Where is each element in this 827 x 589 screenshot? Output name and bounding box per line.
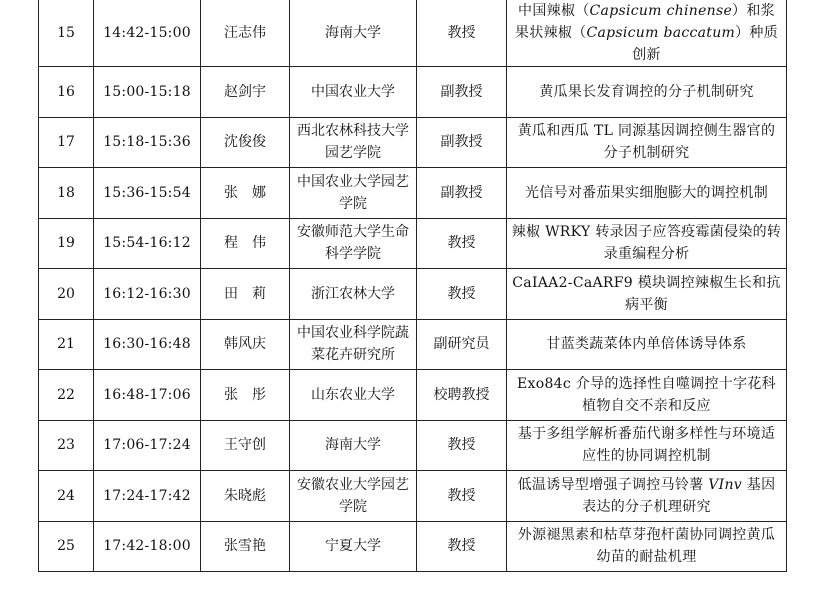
academic-title: 教授 [417, 269, 507, 320]
speaker-name: 张 娜 [201, 168, 290, 219]
speaker-name: 汪志伟 [201, 0, 290, 67]
affiliation: 安徽农业大学园艺学院 [290, 471, 417, 522]
time-slot: 17:06-17:24 [94, 420, 201, 471]
table-row [39, 420, 787, 471]
speaker-name: 张 彤 [201, 370, 290, 421]
academic-title: 副研究员 [417, 319, 507, 370]
italic-term: VInv [708, 476, 743, 493]
time-slot: 17:24-17:42 [94, 471, 201, 522]
speaker-name: 朱晓彪 [201, 471, 290, 522]
talk-topic: 辣椒 WRKY 转录因子应答疫霉菌侵染的转录重编程分析 [507, 218, 787, 269]
table-row [39, 0, 787, 67]
talk-topic: 黄瓜和西瓜 TL 同源基因调控侧生器官的分子机制研究 [507, 117, 787, 168]
time-slot: 16:30-16:48 [94, 319, 201, 370]
talk-topic: 中国辣椒（Capsicum chinense）和浆果状辣椒（Capsicum baccatum）种质创新 [507, 0, 787, 67]
time-slot: 15:18-15:36 [94, 117, 201, 168]
row-number: 22 [39, 370, 94, 421]
row-number: 23 [39, 420, 94, 471]
speaker-name: 韩风庆 [201, 319, 290, 370]
speaker-name: 赵剑宇 [201, 67, 290, 118]
talk-topic: Exo84c 介导的选择性自噬调控十字花科植物自交不亲和反应 [507, 370, 787, 421]
affiliation: 浙江农林大学 [290, 269, 417, 320]
table-row [39, 67, 787, 118]
row-number: 21 [39, 319, 94, 370]
time-slot: 15:54-16:12 [94, 218, 201, 269]
row-number: 19 [39, 218, 94, 269]
speaker-name: 王守创 [201, 420, 290, 471]
academic-title: 教授 [417, 420, 507, 471]
schedule-body [39, 0, 787, 572]
affiliation: 山东农业大学 [290, 370, 417, 421]
table-row [39, 269, 787, 320]
speaker-name: 张雪艳 [201, 521, 290, 572]
talk-topic: 甘蓝类蔬菜体内单倍体诱导体系 [507, 319, 787, 370]
academic-title: 副教授 [417, 117, 507, 168]
academic-title: 教授 [417, 471, 507, 522]
table-row [39, 218, 787, 269]
affiliation: 中国农业大学 [290, 67, 417, 118]
talk-topic: 黄瓜果长发育调控的分子机制研究 [507, 67, 787, 118]
table-row [39, 117, 787, 168]
talk-topic: CaIAA2-CaARF9 模块调控辣椒生长和抗病平衡 [507, 269, 787, 320]
row-number: 24 [39, 471, 94, 522]
time-slot: 17:42-18:00 [94, 521, 201, 572]
row-number: 15 [39, 0, 94, 67]
time-slot: 16:12-16:30 [94, 269, 201, 320]
table-row [39, 471, 787, 522]
affiliation: 海南大学 [290, 0, 417, 67]
affiliation: 中国农业大学园艺学院 [290, 168, 417, 219]
talk-topic: 基于多组学解析番茄代谢多样性与环境适应性的协同调控机制 [507, 420, 787, 471]
table-row [39, 319, 787, 370]
table-row [39, 168, 787, 219]
academic-title: 副教授 [417, 168, 507, 219]
affiliation: 宁夏大学 [290, 521, 417, 572]
academic-title: 副教授 [417, 67, 507, 118]
row-number: 25 [39, 521, 94, 572]
talk-topic: 外源褪黑素和枯草芽孢杆菌协同调控黄瓜幼苗的耐盐机理 [507, 521, 787, 572]
table-row [39, 521, 787, 572]
time-slot: 16:48-17:06 [94, 370, 201, 421]
row-number: 18 [39, 168, 94, 219]
time-slot: 15:36-15:54 [94, 168, 201, 219]
time-slot: 15:00-15:18 [94, 67, 201, 118]
italic-term: Capsicum chinense [589, 3, 733, 19]
academic-title: 教授 [417, 0, 507, 67]
speaker-name: 程 伟 [201, 218, 290, 269]
talk-topic: 低温诱导型增强子调控马铃薯 VInv 基因表达的分子机理研究 [507, 471, 787, 522]
affiliation: 西北农林科技大学园艺学院 [290, 117, 417, 168]
affiliation: 海南大学 [290, 420, 417, 471]
affiliation: 中国农业科学院蔬菜花卉研究所 [290, 319, 417, 370]
affiliation: 安徽师范大学生命科学学院 [290, 218, 417, 269]
speaker-name: 沈俊俊 [201, 117, 290, 168]
italic-term: Capsicum baccatum [586, 25, 736, 41]
time-slot: 14:42-15:00 [94, 0, 201, 67]
talk-topic: 光信号对番茄果实细胞膨大的调控机制 [507, 168, 787, 219]
table-row [39, 370, 787, 421]
schedule-table [38, 0, 787, 572]
academic-title: 教授 [417, 521, 507, 572]
academic-title: 校聘教授 [417, 370, 507, 421]
row-number: 17 [39, 117, 94, 168]
row-number: 16 [39, 67, 94, 118]
academic-title: 教授 [417, 218, 507, 269]
speaker-name: 田 莉 [201, 269, 290, 320]
row-number: 20 [39, 269, 94, 320]
